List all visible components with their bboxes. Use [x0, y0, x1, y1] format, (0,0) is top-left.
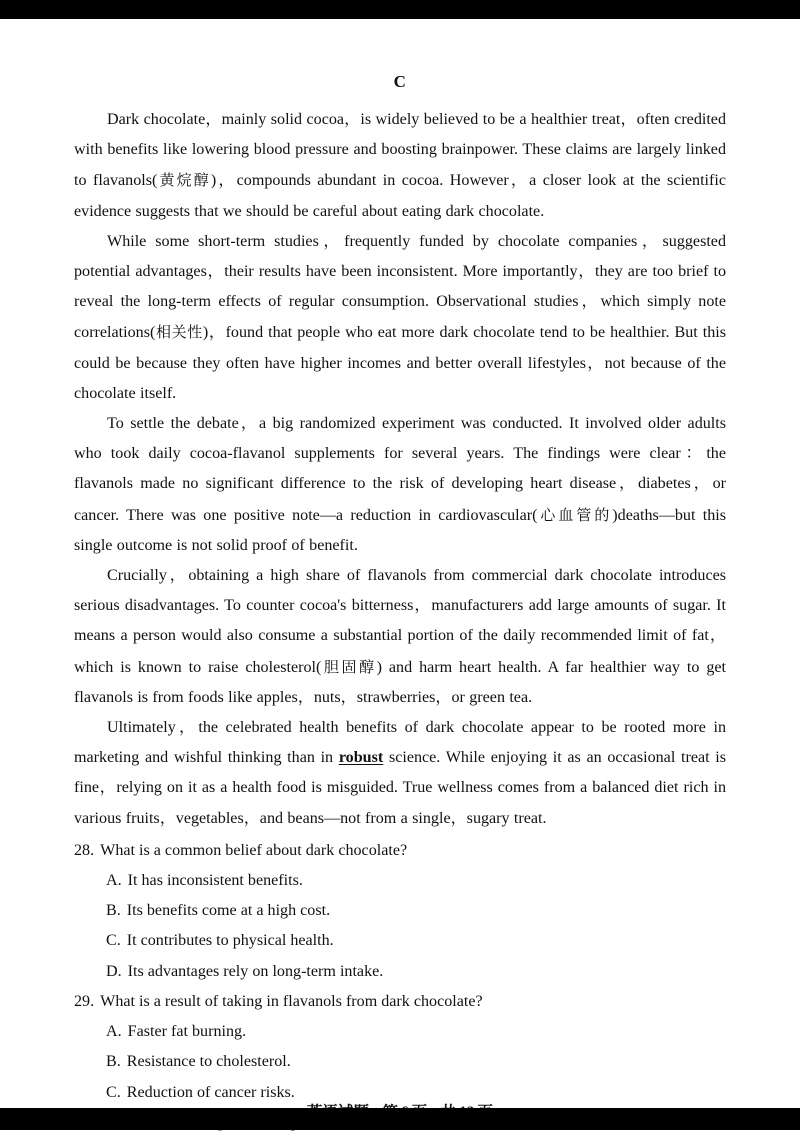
answer-option[interactable]: [74, 866, 726, 896]
passage-text-run: To settle the debate，a big randomized experiment was conducted. It involved older adults who took daily cocoa-flavanol supplements for several years. The findings were clear：the flavanols made no significant difference to the risk of developing heart disease，diabetes，or cancer. There was one positive note—a reduction in cardiovascular(: [74, 415, 726, 524]
answer-option[interactable]: [74, 957, 726, 987]
answer-option[interactable]: [74, 896, 726, 926]
answer-option[interactable]: [74, 926, 726, 956]
answer-option[interactable]: [74, 1047, 726, 1077]
passage-paragraph: [74, 713, 726, 834]
passage-text-run: Ultimately，the celebrated health benefits of dark chocolate appear to be rooted more in marketing and wishful thinking than in: [74, 719, 726, 767]
answer-option[interactable]: [74, 1017, 726, 1047]
option-letter: A.: [106, 1023, 122, 1041]
option-list: [74, 866, 726, 987]
option-text: Reduction of cancer risks.: [126, 1083, 295, 1101]
questions-section: [74, 836, 726, 1138]
option-text: It has inconsistent benefits.: [127, 872, 303, 890]
question-stem: [74, 987, 726, 1017]
option-text: Its benefits come at a high cost.: [126, 902, 331, 920]
reading-passage: [74, 105, 726, 834]
question-stem: [74, 836, 726, 866]
passage-paragraph: [74, 561, 726, 713]
option-text: Resistance to cholesterol.: [126, 1053, 291, 1071]
passage-text-run: Crucially，obtaining a high share of flavanols from commercial dark chocolate introduces serious disadvantages. To counter cocoa's bitterness，manufacturers add large amounts of sugar. It means a person would also consume a substantial portion of the daily recommended limit of fat，which is known to raise cholesterol(: [74, 567, 726, 676]
question-text: What is a common belief about dark chocolate?: [100, 841, 408, 859]
chinese-gloss: 相关性: [155, 323, 203, 342]
option-text: Faster fat burning.: [127, 1023, 247, 1041]
passage-paragraph: [74, 227, 726, 409]
chinese-gloss: 黄烷醇: [157, 171, 211, 190]
option-letter: D.: [106, 962, 122, 980]
option-letter: C.: [106, 1083, 121, 1101]
chinese-gloss: 胆固醇: [321, 657, 377, 676]
option-text: It contributes to physical health.: [126, 932, 334, 950]
option-text: Its advantages rely on long-term intake.: [127, 962, 384, 980]
scan-artifact-top-band: [0, 0, 800, 19]
passage-text-run: science. While enjoying it as an occasional treat is fine，relying on it as a health food is misguided. True wellness comes from a balanced diet rich in various fruits，vegetables，and beans—not from a single，sugary treat.: [74, 749, 727, 827]
exam-page: [0, 19, 800, 1108]
passage-text-run: ) and harm heart health. A far healthier way to get flavanols is from foods like apples，nuts，strawberries，or green tea.: [74, 658, 726, 706]
question-number: 28.: [74, 841, 95, 859]
question-text: What is a result of taking in flavanols from dark chocolate?: [100, 992, 483, 1010]
passage-text-run: )，found that people who eat more dark chocolate tend to be healthier. But this could be because they often have higher incomes and better overall lifestyles，not because of the chocolate itself.: [74, 324, 726, 402]
scan-artifact-bottom-band: [0, 1108, 800, 1130]
passage-paragraph: [74, 105, 726, 227]
question-block: [74, 836, 726, 987]
underlined-vocabulary-term: robust: [338, 749, 384, 767]
option-letter: C.: [106, 932, 121, 950]
passage-text-run: )，compounds abundant in cocoa. However，a closer look at the scientific evidence suggests that we should be careful about eating dark chocolate.: [74, 172, 726, 220]
option-letter: B.: [106, 1053, 121, 1071]
chinese-gloss: 心血管的: [537, 505, 613, 524]
section-letter-heading: C: [393, 72, 407, 91]
option-letter: B.: [106, 902, 121, 920]
passage-text-run: While some short-term studies，frequently funded by chocolate companies，suggested potential advantages，their results have been inconsistent. More importantly，they are too brief to reveal the long-term effects of regular consumption. Observational studies，which simply note correlations(: [74, 232, 726, 342]
option-letter: A.: [106, 872, 122, 890]
passage-text-run: Dark chocolate，mainly solid cocoa，is widely believed to be a healthier treat，often credited with benefits like lowering blood pressure and boosting brainpower. These claims are largely linked to flavanols(: [74, 111, 726, 190]
passage-text-run: )deaths—but this single outcome is not solid proof of benefit.: [74, 506, 726, 554]
passage-paragraph: [74, 409, 726, 561]
question-number: 29.: [74, 992, 95, 1010]
